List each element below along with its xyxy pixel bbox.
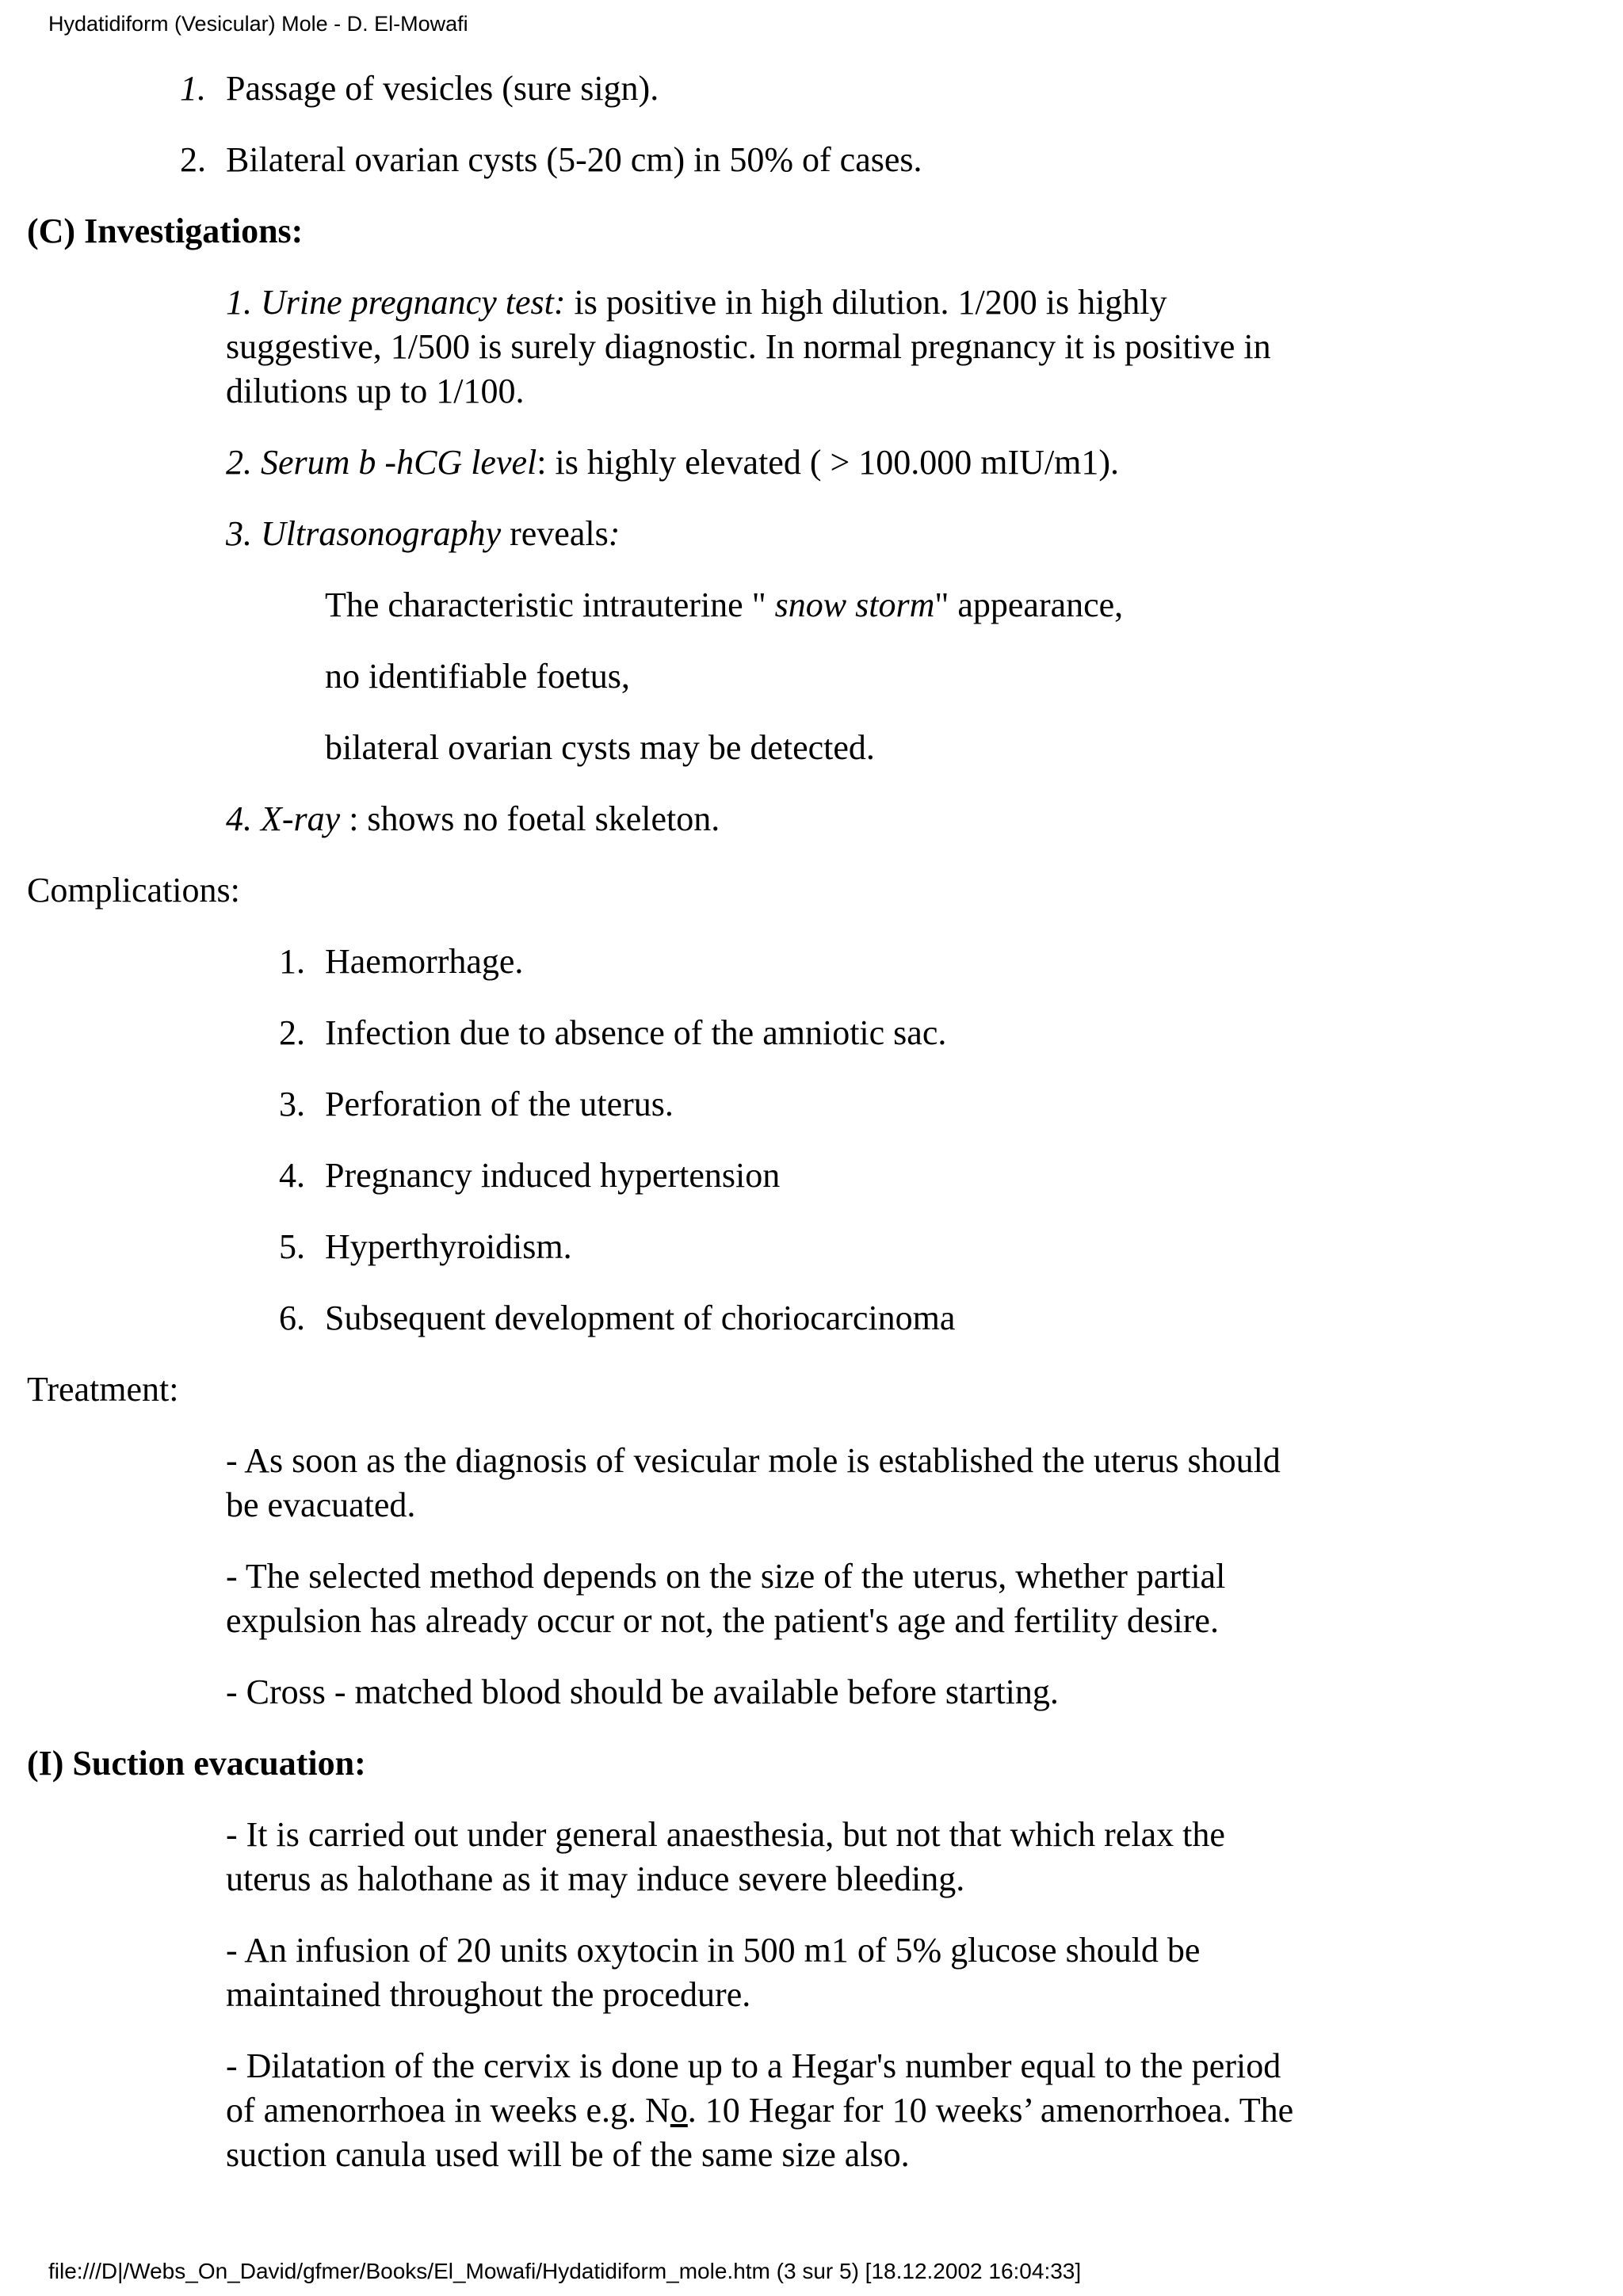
ultrasound-finding: bilateral ovarian cysts may be detected. [325, 728, 875, 767]
complication-item: Pregnancy induced hypertension [325, 1156, 781, 1195]
page-footer-url: file:///D|/Webs_On_David/gfmer/Books/El_Mowafi/Hydatidiform_mole.htm (3 sur 5) [18.12.2002 16:04:33] [48, 2259, 1082, 2283]
complication-number: 1. [279, 942, 305, 981]
complication-item: Haemorrhage. [325, 942, 524, 981]
suction-paragraph: - An infusion of 20 units oxytocin in 500 m1 of 5% glucose should be [226, 1931, 1201, 1970]
treatment-paragraph: expulsion has already occur or not, the patient's age and fertility desire. [226, 1601, 1219, 1640]
suction-paragraph: suction canula used will be of the same size also. [226, 2135, 910, 2174]
ultrasonography-line: 3. Ultrasonography reveals: [226, 514, 621, 553]
investigations-heading: (C) Investigations: [27, 212, 304, 250]
complication-number: 6. [279, 1299, 305, 1337]
urine-test-label: 1. Urine pregnancy test: [226, 283, 566, 322]
sign-number: 2. [180, 140, 206, 179]
sign-text: Passage of vesicles (sure sign). [226, 69, 659, 108]
urine-test-line: suggestive, 1/500 is surely diagnostic. In normal pregnancy it is positive in [226, 327, 1271, 366]
complication-item: Hyperthyroidism. [325, 1227, 572, 1266]
urine-test-line: 1. Urine pregnancy test: is positive in high dilution. 1/200 is highly [226, 283, 1167, 322]
serum-hcg-label: 2. Serum b -hCG level [226, 443, 537, 482]
suction-paragraph: - It is carried out under general anaesthesia, but not that which relax the [226, 1815, 1225, 1854]
suction-evacuation-heading: (I) Suction evacuation: [27, 1744, 366, 1783]
suction-paragraph: - Dilatation of the cervix is done up to a Hegar's number equal to the period [226, 2046, 1281, 2085]
complication-number: 4. [279, 1156, 305, 1195]
complication-item: Infection due to absence of the amniotic sac. [325, 1013, 947, 1052]
ultrasound-finding: The characteristic intrauterine " snow storm" appearance, [325, 585, 1124, 624]
ultrasonography-label: 3. Ultrasonography [226, 514, 502, 553]
xray-label: 4. X-ray [226, 799, 341, 838]
sign-text: Bilateral ovarian cysts (5-20 cm) in 50% of cases. [226, 140, 922, 179]
treatment-paragraph: - The selected method depends on the size of the uterus, whether partial [226, 1557, 1226, 1596]
complication-number: 2. [279, 1013, 305, 1052]
treatment-paragraph: - As soon as the diagnosis of vesicular mole is established the uterus should [226, 1441, 1281, 1480]
ultrasound-finding: no identifiable foetus, [325, 657, 630, 696]
suction-paragraph: uterus as halothane as it may induce severe bleeding. [226, 1859, 965, 1898]
complications-heading: Complications: [27, 871, 240, 910]
suction-paragraph: maintained throughout the procedure. [226, 1975, 751, 2014]
treatment-heading: Treatment: [27, 1370, 179, 1409]
urine-test-line: dilutions up to 1/100. [226, 372, 525, 410]
page-header: Hydatidiform (Vesicular) Mole - D. El-Mowafi [48, 12, 468, 36]
xray-line: 4. X-ray : shows no foetal skeleton. [226, 799, 720, 838]
serum-hcg-line: 2. Serum b -hCG level: is highly elevated ( > 100.000 mIU/m1). [226, 443, 1120, 482]
sign-number: 1. [180, 69, 206, 108]
complication-item: Perforation of the uterus. [325, 1085, 674, 1123]
complication-number: 5. [279, 1227, 305, 1266]
treatment-paragraph: - Cross - matched blood should be available before starting. [226, 1672, 1059, 1711]
treatment-paragraph: be evacuated. [226, 1486, 416, 1524]
complication-number: 3. [279, 1085, 305, 1123]
complication-item: Subsequent development of choriocarcinoma [325, 1299, 956, 1337]
suction-paragraph: of amenorrhoea in weeks e.g. No. 10 Hegar for 10 weeks’ amenorrhoea. The [226, 2091, 1294, 2130]
